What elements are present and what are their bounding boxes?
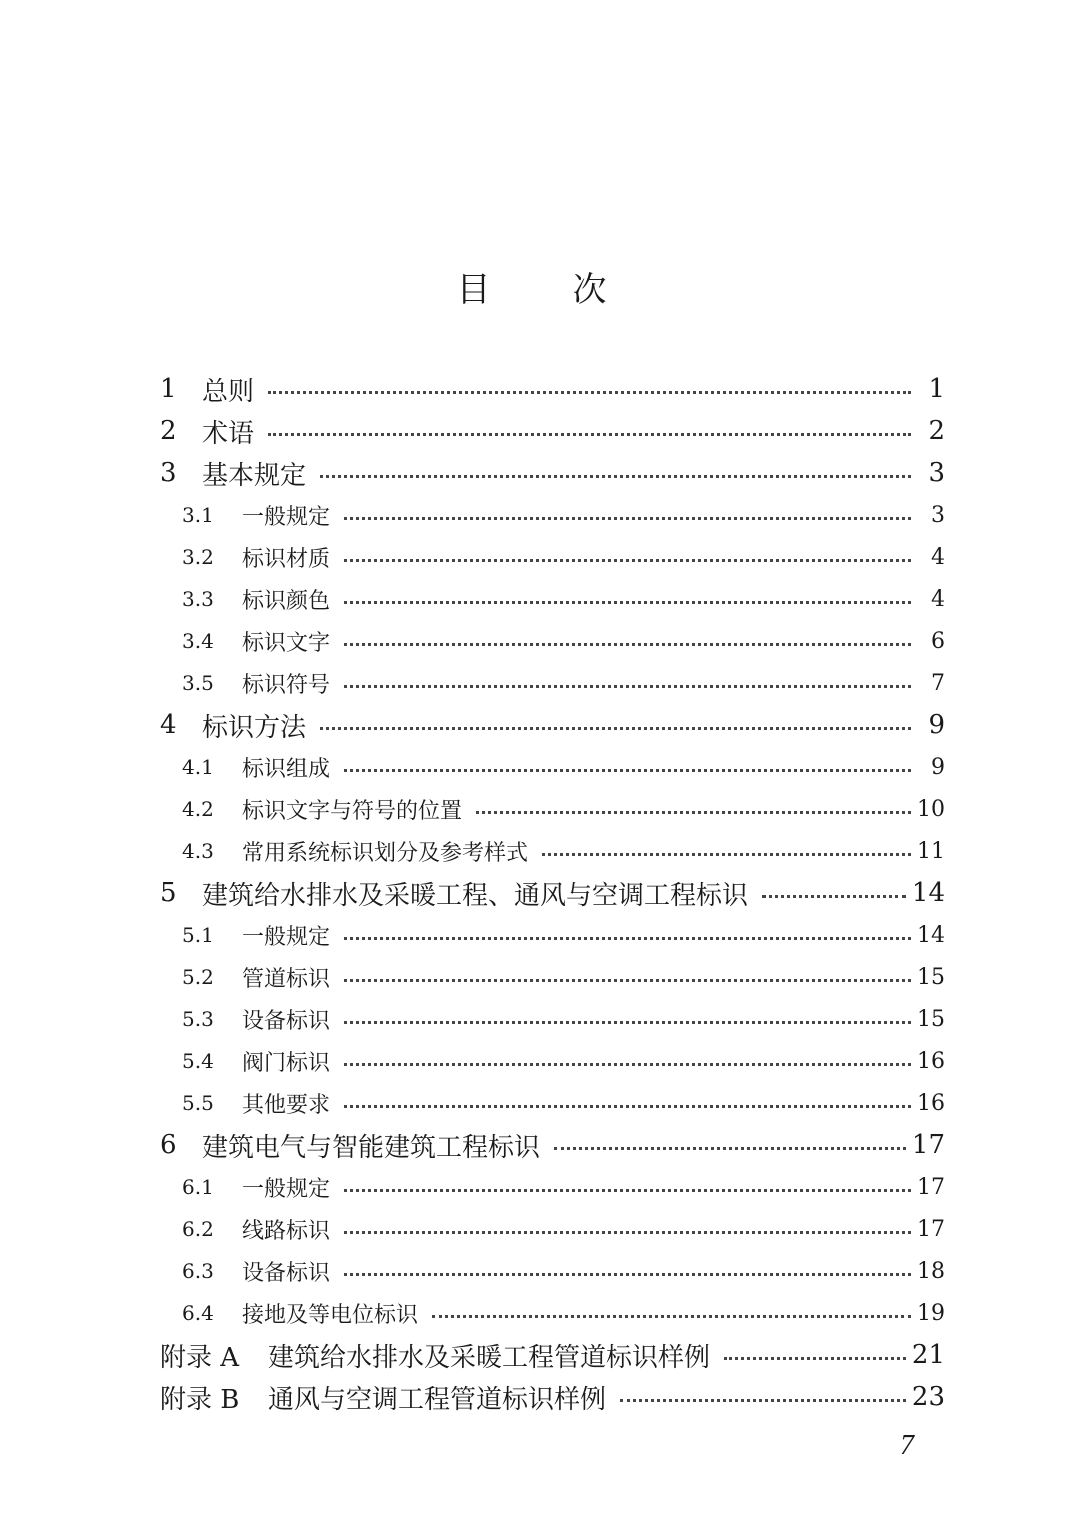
toc-dot-leader xyxy=(340,1219,917,1239)
toc-entry-page: 18 xyxy=(917,1258,945,1284)
toc-dot-leader xyxy=(340,673,917,693)
toc-entry-label: 常用系统标识划分及参考样式 xyxy=(242,840,529,866)
toc-entry-number: 4.2 xyxy=(182,797,214,821)
toc-entry-number: 附录 A xyxy=(160,1342,240,1373)
toc-entry-number: 6.2 xyxy=(182,1217,214,1241)
toc-entry-label: 标识文字与符号的位置 xyxy=(242,798,463,824)
toc-entry-number: 6 xyxy=(160,1130,177,1160)
toc-entry-label: 其他要求 xyxy=(242,1092,331,1118)
toc-dot-leader xyxy=(616,1387,912,1407)
toc-entry-number: 3.3 xyxy=(182,587,214,611)
toc-entry-label: 建筑给水排水及采暖工程管道标识样例 xyxy=(268,1342,711,1373)
toc-entry-page: 4 xyxy=(931,586,945,612)
toc-dot-leader xyxy=(340,967,917,987)
toc-entry-page: 10 xyxy=(917,796,945,822)
toc-entry-section[interactable] xyxy=(160,620,945,662)
toc-entry-section[interactable] xyxy=(160,956,945,998)
toc-entry-section[interactable] xyxy=(160,536,945,578)
toc-entry-section[interactable] xyxy=(160,578,945,620)
toc-entry-section[interactable] xyxy=(160,788,945,830)
toc-dot-leader xyxy=(340,631,917,651)
toc-entry-label: 标识符号 xyxy=(242,672,331,698)
toc-entry-page: 17 xyxy=(917,1216,945,1242)
toc-entry-label: 术语 xyxy=(202,418,255,449)
toc-entry-label: 基本规定 xyxy=(202,460,307,491)
toc-entry-number: 6.1 xyxy=(182,1175,214,1199)
toc-entry-chapter[interactable] xyxy=(160,452,945,494)
toc-entry-number: 6.4 xyxy=(182,1301,214,1325)
toc-entry-chapter[interactable] xyxy=(160,368,945,410)
toc-entry-page: 9 xyxy=(928,710,945,740)
toc-entry-label: 标识组成 xyxy=(242,756,331,782)
toc-dot-leader xyxy=(340,1261,917,1281)
toc-entry-number: 5.3 xyxy=(182,1007,214,1031)
toc-entry-page: 11 xyxy=(917,838,945,864)
page-number: 7 xyxy=(900,1430,914,1461)
toc-dot-leader xyxy=(340,1051,917,1071)
toc-dot-leader xyxy=(538,841,917,861)
toc-entry-section[interactable] xyxy=(160,1040,945,1082)
toc-entry-page: 9 xyxy=(931,754,945,780)
toc-entry-label: 线路标识 xyxy=(242,1218,331,1244)
toc-entry-chapter[interactable] xyxy=(160,704,945,746)
toc-title-right: 次 xyxy=(572,270,609,310)
toc-entry-label: 通风与空调工程管道标识样例 xyxy=(268,1384,607,1415)
toc-entry-number: 4.3 xyxy=(182,839,214,863)
toc-entry-page: 3 xyxy=(928,458,945,488)
toc-dot-leader xyxy=(340,1093,917,1113)
toc-entry-section[interactable] xyxy=(160,662,945,704)
toc-dot-leader xyxy=(340,1009,917,1029)
toc-entry-page: 16 xyxy=(917,1048,945,1074)
toc-entry-page: 3 xyxy=(931,502,945,528)
toc-entry-label: 标识方法 xyxy=(202,712,307,743)
toc-entry-number: 附录 B xyxy=(160,1384,240,1415)
toc-entry-label: 接地及等电位标识 xyxy=(242,1302,419,1328)
toc-entry-section[interactable] xyxy=(160,1250,945,1292)
toc-entry-section[interactable] xyxy=(160,494,945,536)
toc-entry-page: 7 xyxy=(931,670,945,696)
toc-entry-chapter[interactable] xyxy=(160,410,945,452)
toc-entry-page: 2 xyxy=(928,416,945,446)
toc-entry-page: 4 xyxy=(931,544,945,570)
toc-entry-number: 2 xyxy=(160,416,177,446)
toc-entry-number: 5.4 xyxy=(182,1049,214,1073)
toc-entry-label: 标识文字 xyxy=(242,630,331,656)
toc-dot-leader xyxy=(316,715,917,735)
toc-entry-page: 6 xyxy=(931,628,945,654)
toc-entry-page: 15 xyxy=(917,1006,945,1032)
toc-title-left: 目 xyxy=(456,270,493,310)
toc-entry-label: 一般规定 xyxy=(242,924,331,950)
toc-entry-section[interactable] xyxy=(160,1166,945,1208)
toc-entry-label: 建筑给水排水及采暖工程、通风与空调工程标识 xyxy=(202,880,749,911)
toc-entry-page: 1 xyxy=(928,374,945,404)
toc-dot-leader xyxy=(340,757,917,777)
table-of-contents xyxy=(160,368,945,1418)
toc-entry-appendix[interactable] xyxy=(160,1334,945,1376)
toc-entry-chapter[interactable] xyxy=(160,1124,945,1166)
toc-entry-label: 标识材质 xyxy=(242,546,331,572)
toc-entry-label: 一般规定 xyxy=(242,504,331,530)
toc-entry-label: 标识颜色 xyxy=(242,588,331,614)
toc-entry-label: 设备标识 xyxy=(242,1008,331,1034)
toc-entry-page: 16 xyxy=(917,1090,945,1116)
toc-entry-number: 3 xyxy=(160,458,177,488)
toc-title xyxy=(0,262,1065,311)
toc-entry-label: 设备标识 xyxy=(242,1260,331,1286)
toc-dot-leader xyxy=(264,421,917,441)
toc-dot-leader xyxy=(550,1135,912,1155)
toc-entry-number: 4.1 xyxy=(182,755,214,779)
toc-dot-leader xyxy=(428,1303,917,1323)
toc-entry-number: 3.1 xyxy=(182,503,214,527)
toc-entry-section[interactable] xyxy=(160,998,945,1040)
toc-entry-label: 总则 xyxy=(202,376,255,407)
toc-entry-section[interactable] xyxy=(160,914,945,956)
toc-entry-page: 19 xyxy=(917,1300,945,1326)
toc-entry-label: 建筑电气与智能建筑工程标识 xyxy=(202,1132,541,1163)
toc-entry-page: 17 xyxy=(917,1174,945,1200)
toc-dot-leader xyxy=(340,547,917,567)
toc-entry-label: 管道标识 xyxy=(242,966,331,992)
toc-entry-section[interactable] xyxy=(160,1292,945,1334)
toc-entry-number: 5 xyxy=(160,878,177,908)
toc-entry-number: 5.1 xyxy=(182,923,214,947)
toc-dot-leader xyxy=(316,463,917,483)
toc-dot-leader xyxy=(340,505,917,525)
toc-dot-leader xyxy=(340,1177,917,1197)
toc-entry-page: 17 xyxy=(911,1130,945,1160)
toc-entry-number: 6.3 xyxy=(182,1259,214,1283)
toc-entry-page: 15 xyxy=(917,964,945,990)
toc-entry-number: 5.2 xyxy=(182,965,214,989)
toc-entry-page: 14 xyxy=(917,922,945,948)
toc-dot-leader xyxy=(720,1345,912,1365)
toc-entry-chapter[interactable] xyxy=(160,872,945,914)
toc-dot-leader xyxy=(472,799,917,819)
toc-entry-number: 4 xyxy=(160,710,177,740)
toc-dot-leader xyxy=(340,925,917,945)
toc-entry-section[interactable] xyxy=(160,746,945,788)
toc-entry-number: 3.2 xyxy=(182,545,214,569)
toc-dot-leader xyxy=(264,379,917,399)
toc-entry-page: 21 xyxy=(911,1340,945,1370)
toc-entry-section[interactable] xyxy=(160,1208,945,1250)
toc-entry-label: 阀门标识 xyxy=(242,1050,331,1076)
toc-entry-page: 23 xyxy=(911,1382,945,1412)
toc-entry-page: 14 xyxy=(911,878,945,908)
toc-entry-number: 5.5 xyxy=(182,1091,214,1115)
toc-dot-leader xyxy=(340,589,917,609)
toc-entry-number: 3.4 xyxy=(182,629,214,653)
toc-entry-appendix[interactable] xyxy=(160,1376,945,1418)
toc-dot-leader xyxy=(758,883,912,903)
toc-entry-label: 一般规定 xyxy=(242,1176,331,1202)
toc-entry-number: 3.5 xyxy=(182,671,214,695)
toc-entry-section[interactable] xyxy=(160,830,945,872)
toc-entry-number: 1 xyxy=(160,374,177,404)
toc-entry-section[interactable] xyxy=(160,1082,945,1124)
